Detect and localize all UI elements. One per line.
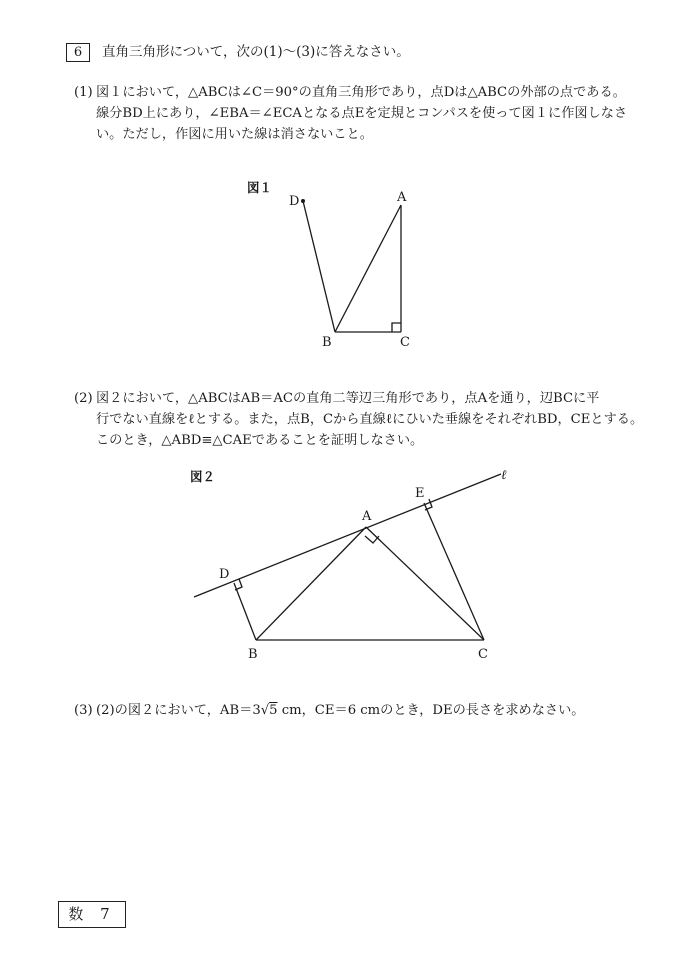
line-l <box>194 474 501 597</box>
q2-number: (2) <box>74 391 93 406</box>
fig2-label-l: ℓ <box>501 468 507 483</box>
segment-ce-perpendicular <box>424 503 484 640</box>
fig2-label-c: C <box>478 647 488 662</box>
segment-bd <box>303 201 335 332</box>
q3-radicand: 5 <box>269 703 278 718</box>
fig1-label-d: D <box>289 194 300 209</box>
question-header-text: 直角三角形について，次の(1)〜(3)に答えなさい。 <box>102 44 410 60</box>
page-label-box: 数 7 <box>58 901 126 928</box>
fig1-label-b: B <box>322 335 332 350</box>
segment-ab <box>335 205 401 332</box>
q3-number: (3) <box>74 703 93 718</box>
q1-line-3: い。ただし，作図に用いた線は消さないこと。 <box>96 127 373 142</box>
q3-radical-sign: √ <box>260 703 270 718</box>
fig2-label-d: D <box>219 567 230 582</box>
right-angle-mark-c <box>392 323 401 332</box>
point-d-dot <box>301 199 305 203</box>
q2-line-3: このとき，△ABD≡△CAEであることを証明しなさい。 <box>96 433 424 448</box>
q2-line-2: 行でない直線をℓとする。また，点B，Cから直線ℓにひいた垂線をそれぞれBD，CEとする。 <box>96 412 644 427</box>
q3-text-after: cm，CE＝6 cmのとき，DEの長さを求めなさい。 <box>277 703 585 718</box>
q1-number: (1) <box>74 85 93 100</box>
fig1-label-a: A <box>397 190 407 205</box>
segment-bd-perpendicular <box>234 583 256 640</box>
figure-1-label: 図１ <box>247 180 273 195</box>
figure-2-label: 図２ <box>190 469 216 484</box>
q1-line-1: 図１において，△ABCは∠C＝90°の直角三角形であり，点Dは△ABCの外部の点である。 <box>96 85 626 100</box>
segment-ab-2 <box>256 527 366 640</box>
segment-ac-2 <box>366 527 484 640</box>
fig1-label-c: C <box>400 335 410 350</box>
q2-line-1: 図２において，△ABCはAB＝ACの直角二等辺三角形であり，点Aを通り，辺BCに平 <box>96 391 600 406</box>
question-3 <box>74 700 584 721</box>
q3-text-before: (2)の図２において，AB＝3 <box>96 703 261 718</box>
q1-line-2: 線分BD上にあり，∠EBA＝∠ECAとなる点Eを定規とコンパスを使って図１に作図しなさ <box>96 106 628 121</box>
fig2-label-a: A <box>362 509 372 524</box>
fig2-label-e: E <box>415 486 425 501</box>
question-2 <box>74 388 643 451</box>
question-number-box: 6 <box>66 43 90 62</box>
fig2-label-b: B <box>248 647 258 662</box>
